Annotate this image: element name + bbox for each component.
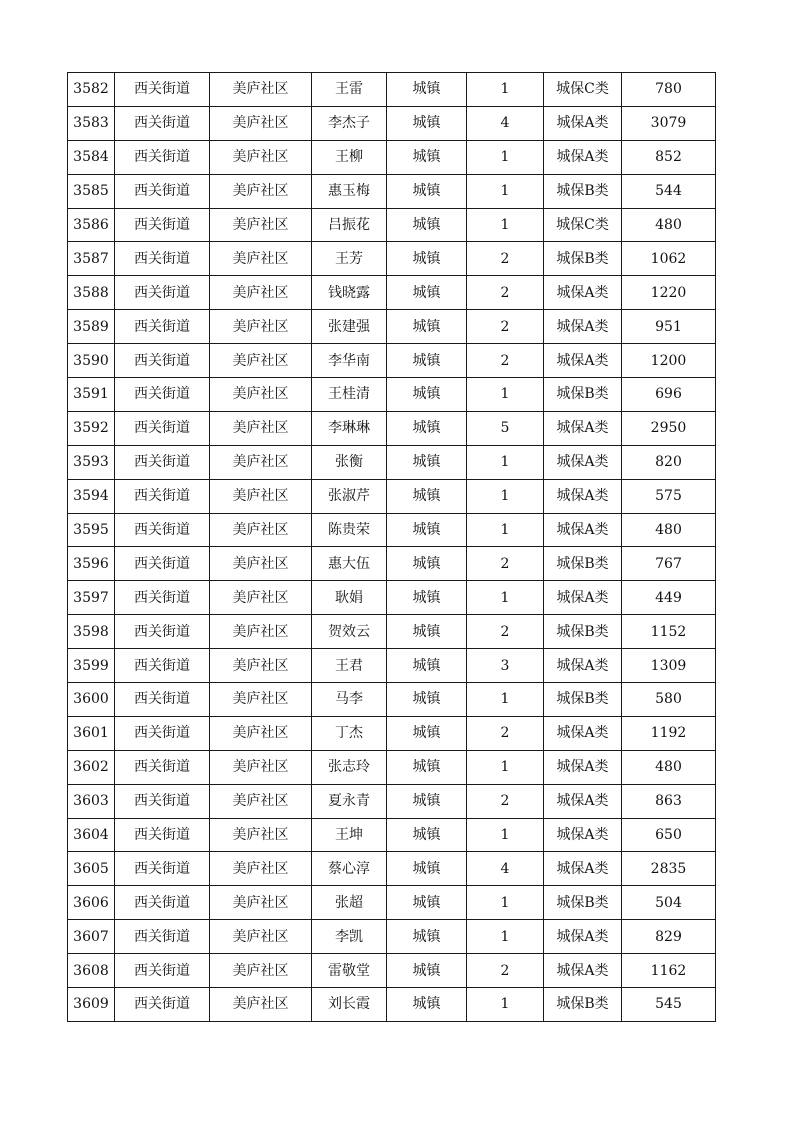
amount-cell: 829 [622,920,716,954]
household-count-cell: 2 [467,547,544,581]
household-count-cell: 2 [467,954,544,988]
household-count-cell: 1 [467,683,544,717]
category-cell: 城保A类 [544,479,622,513]
category-cell: 城保A类 [544,852,622,886]
recipient-name-cell: 李凯 [312,920,387,954]
community-cell: 美庐社区 [210,106,312,140]
recipient-name-cell: 雷敬堂 [312,954,387,988]
community-cell: 美庐社区 [210,615,312,649]
table-row [68,683,716,717]
recipient-name-cell: 蔡心淳 [312,852,387,886]
area-type-cell: 城镇 [387,513,467,547]
amount-cell: 575 [622,479,716,513]
community-cell: 美庐社区 [210,716,312,750]
table-row [68,954,716,988]
record-id-cell: 3609 [68,988,115,1022]
recipient-name-cell: 吕振花 [312,208,387,242]
street-cell: 西关街道 [115,513,210,547]
record-id-cell: 3606 [68,886,115,920]
table-row [68,716,716,750]
amount-cell: 1309 [622,649,716,683]
street-cell: 西关街道 [115,547,210,581]
table-row [68,479,716,513]
street-cell: 西关街道 [115,615,210,649]
community-cell: 美庐社区 [210,988,312,1022]
record-id-cell: 3603 [68,784,115,818]
household-count-cell: 1 [467,581,544,615]
community-cell: 美庐社区 [210,683,312,717]
community-cell: 美庐社区 [210,513,312,547]
recipient-name-cell: 夏永青 [312,784,387,818]
community-cell: 美庐社区 [210,174,312,208]
recipient-name-cell: 王桂清 [312,378,387,412]
area-type-cell: 城镇 [387,73,467,107]
record-id-cell: 3600 [68,683,115,717]
table-row [68,750,716,784]
category-cell: 城保B类 [544,615,622,649]
amount-cell: 1062 [622,242,716,276]
street-cell: 西关街道 [115,106,210,140]
street-cell: 西关街道 [115,954,210,988]
area-type-cell: 城镇 [387,106,467,140]
street-cell: 西关街道 [115,784,210,818]
recipient-name-cell: 李杰子 [312,106,387,140]
area-type-cell: 城镇 [387,784,467,818]
area-type-cell: 城镇 [387,750,467,784]
area-type-cell: 城镇 [387,242,467,276]
record-id-cell: 3601 [68,716,115,750]
recipient-name-cell: 惠玉梅 [312,174,387,208]
recipient-name-cell: 惠大伍 [312,547,387,581]
record-id-cell: 3589 [68,310,115,344]
recipient-name-cell: 马李 [312,683,387,717]
area-type-cell: 城镇 [387,852,467,886]
amount-cell: 504 [622,886,716,920]
recipient-name-cell: 贺效云 [312,615,387,649]
recipient-name-cell: 李琳琳 [312,411,387,445]
amount-cell: 1192 [622,716,716,750]
household-count-cell: 5 [467,411,544,445]
street-cell: 西关街道 [115,411,210,445]
amount-cell: 2835 [622,852,716,886]
amount-cell: 650 [622,818,716,852]
category-cell: 城保B类 [544,242,622,276]
area-type-cell: 城镇 [387,818,467,852]
category-cell: 城保A类 [544,445,622,479]
record-id-cell: 3582 [68,73,115,107]
household-count-cell: 1 [467,208,544,242]
household-count-cell: 1 [467,174,544,208]
street-cell: 西关街道 [115,649,210,683]
community-cell: 美庐社区 [210,649,312,683]
amount-cell: 480 [622,208,716,242]
table-row [68,649,716,683]
table-row [68,411,716,445]
recipient-name-cell: 陈贵荣 [312,513,387,547]
area-type-cell: 城镇 [387,649,467,683]
street-cell: 西关街道 [115,140,210,174]
amount-cell: 852 [622,140,716,174]
record-id-cell: 3594 [68,479,115,513]
record-id-cell: 3587 [68,242,115,276]
area-type-cell: 城镇 [387,445,467,479]
area-type-cell: 城镇 [387,378,467,412]
record-id-cell: 3591 [68,378,115,412]
amount-cell: 696 [622,378,716,412]
record-id-cell: 3596 [68,547,115,581]
community-cell: 美庐社区 [210,378,312,412]
area-type-cell: 城镇 [387,988,467,1022]
street-cell: 西关街道 [115,344,210,378]
amount-cell: 544 [622,174,716,208]
recipient-name-cell: 李华南 [312,344,387,378]
record-id-cell: 3583 [68,106,115,140]
street-cell: 西关街道 [115,378,210,412]
category-cell: 城保B类 [544,378,622,412]
amount-cell: 1220 [622,276,716,310]
category-cell: 城保A类 [544,581,622,615]
category-cell: 城保B类 [544,988,622,1022]
record-id-cell: 3599 [68,649,115,683]
recipient-name-cell: 王柳 [312,140,387,174]
community-cell: 美庐社区 [210,242,312,276]
category-cell: 城保A类 [544,344,622,378]
household-count-cell: 4 [467,106,544,140]
community-cell: 美庐社区 [210,784,312,818]
community-cell: 美庐社区 [210,581,312,615]
household-count-cell: 4 [467,852,544,886]
category-cell: 城保B类 [544,174,622,208]
table-row [68,106,716,140]
category-cell: 城保A类 [544,716,622,750]
amount-cell: 580 [622,683,716,717]
record-id-cell: 3607 [68,920,115,954]
recipient-name-cell: 张超 [312,886,387,920]
community-cell: 美庐社区 [210,750,312,784]
table-row [68,852,716,886]
street-cell: 西关街道 [115,208,210,242]
recipient-name-cell: 王君 [312,649,387,683]
community-cell: 美庐社区 [210,310,312,344]
community-cell: 美庐社区 [210,886,312,920]
community-cell: 美庐社区 [210,479,312,513]
recipient-name-cell: 张衡 [312,445,387,479]
record-id-cell: 3605 [68,852,115,886]
area-type-cell: 城镇 [387,547,467,581]
category-cell: 城保B类 [544,547,622,581]
household-count-cell: 1 [467,750,544,784]
household-count-cell: 1 [467,445,544,479]
table-row [68,276,716,310]
record-id-cell: 3584 [68,140,115,174]
amount-cell: 480 [622,750,716,784]
category-cell: 城保A类 [544,750,622,784]
record-id-cell: 3588 [68,276,115,310]
table-row [68,378,716,412]
street-cell: 西关街道 [115,581,210,615]
community-cell: 美庐社区 [210,818,312,852]
community-cell: 美庐社区 [210,547,312,581]
record-id-cell: 3604 [68,818,115,852]
household-count-cell: 2 [467,615,544,649]
table-row [68,208,716,242]
category-cell: 城保B类 [544,886,622,920]
street-cell: 西关街道 [115,479,210,513]
household-count-cell: 2 [467,242,544,276]
table-row [68,174,716,208]
amount-cell: 3079 [622,106,716,140]
table-row [68,242,716,276]
area-type-cell: 城镇 [387,310,467,344]
area-type-cell: 城镇 [387,683,467,717]
amount-cell: 767 [622,547,716,581]
household-count-cell: 3 [467,649,544,683]
area-type-cell: 城镇 [387,344,467,378]
table-row [68,886,716,920]
household-count-cell: 2 [467,784,544,818]
household-count-cell: 1 [467,378,544,412]
category-cell: 城保A类 [544,513,622,547]
amount-cell: 545 [622,988,716,1022]
category-cell: 城保A类 [544,818,622,852]
street-cell: 西关街道 [115,242,210,276]
category-cell: 城保A类 [544,920,622,954]
community-cell: 美庐社区 [210,920,312,954]
amount-cell: 820 [622,445,716,479]
record-id-cell: 3590 [68,344,115,378]
household-count-cell: 1 [467,479,544,513]
category-cell: 城保A类 [544,140,622,174]
category-cell: 城保A类 [544,784,622,818]
area-type-cell: 城镇 [387,954,467,988]
recipient-name-cell: 丁杰 [312,716,387,750]
table-row [68,615,716,649]
community-cell: 美庐社区 [210,445,312,479]
area-type-cell: 城镇 [387,276,467,310]
record-id-cell: 3595 [68,513,115,547]
category-cell: 城保A类 [544,411,622,445]
table-row [68,344,716,378]
household-count-cell: 1 [467,73,544,107]
community-cell: 美庐社区 [210,411,312,445]
amount-cell: 863 [622,784,716,818]
community-cell: 美庐社区 [210,344,312,378]
record-id-cell: 3602 [68,750,115,784]
category-cell: 城保A类 [544,649,622,683]
record-id-cell: 3597 [68,581,115,615]
amount-cell: 2950 [622,411,716,445]
area-type-cell: 城镇 [387,479,467,513]
household-count-cell: 1 [467,140,544,174]
table-row [68,920,716,954]
table-row [68,140,716,174]
household-count-cell: 1 [467,920,544,954]
area-type-cell: 城镇 [387,716,467,750]
household-count-cell: 2 [467,344,544,378]
household-count-cell: 2 [467,716,544,750]
street-cell: 西关街道 [115,988,210,1022]
street-cell: 西关街道 [115,818,210,852]
household-count-cell: 1 [467,988,544,1022]
amount-cell: 449 [622,581,716,615]
table-row [68,818,716,852]
category-cell: 城保A类 [544,276,622,310]
category-cell: 城保A类 [544,310,622,344]
category-cell: 城保C类 [544,73,622,107]
record-id-cell: 3592 [68,411,115,445]
recipient-name-cell: 刘长霞 [312,988,387,1022]
amount-cell: 480 [622,513,716,547]
amount-cell: 1162 [622,954,716,988]
amount-cell: 780 [622,73,716,107]
street-cell: 西关街道 [115,445,210,479]
record-id-cell: 3585 [68,174,115,208]
table-row [68,513,716,547]
area-type-cell: 城镇 [387,920,467,954]
table-row [68,547,716,581]
street-cell: 西关街道 [115,73,210,107]
amount-cell: 1152 [622,615,716,649]
area-type-cell: 城镇 [387,615,467,649]
household-count-cell: 1 [467,886,544,920]
category-cell: 城保A类 [544,106,622,140]
recipient-name-cell: 张建强 [312,310,387,344]
household-count-cell: 1 [467,513,544,547]
category-cell: 城保C类 [544,208,622,242]
community-cell: 美庐社区 [210,140,312,174]
household-count-cell: 2 [467,276,544,310]
record-id-cell: 3593 [68,445,115,479]
household-count-cell: 2 [467,310,544,344]
area-type-cell: 城镇 [387,886,467,920]
recipient-name-cell: 张志玲 [312,750,387,784]
area-type-cell: 城镇 [387,411,467,445]
recipient-name-cell: 耿娟 [312,581,387,615]
table-row [68,73,716,107]
area-type-cell: 城镇 [387,140,467,174]
street-cell: 西关街道 [115,310,210,344]
table-row [68,310,716,344]
community-cell: 美庐社区 [210,954,312,988]
table-row [68,988,716,1022]
recipient-name-cell: 王雷 [312,73,387,107]
community-cell: 美庐社区 [210,208,312,242]
street-cell: 西关街道 [115,683,210,717]
street-cell: 西关街道 [115,886,210,920]
street-cell: 西关街道 [115,920,210,954]
community-cell: 美庐社区 [210,276,312,310]
area-type-cell: 城镇 [387,581,467,615]
community-cell: 美庐社区 [210,852,312,886]
category-cell: 城保A类 [544,954,622,988]
recipient-name-cell: 王坤 [312,818,387,852]
recipient-name-cell: 钱晓露 [312,276,387,310]
table-row [68,784,716,818]
table-row [68,581,716,615]
record-id-cell: 3608 [68,954,115,988]
amount-cell: 951 [622,310,716,344]
area-type-cell: 城镇 [387,174,467,208]
amount-cell: 1200 [622,344,716,378]
recipient-name-cell: 张淑芹 [312,479,387,513]
street-cell: 西关街道 [115,174,210,208]
household-count-cell: 1 [467,818,544,852]
area-type-cell: 城镇 [387,208,467,242]
street-cell: 西关街道 [115,276,210,310]
table-row [68,445,716,479]
street-cell: 西关街道 [115,716,210,750]
street-cell: 西关街道 [115,852,210,886]
category-cell: 城保B类 [544,683,622,717]
record-id-cell: 3598 [68,615,115,649]
table-body [68,73,716,1022]
relief-recipient-table [67,72,716,1022]
record-id-cell: 3586 [68,208,115,242]
community-cell: 美庐社区 [210,73,312,107]
recipient-name-cell: 王芳 [312,242,387,276]
street-cell: 西关街道 [115,750,210,784]
